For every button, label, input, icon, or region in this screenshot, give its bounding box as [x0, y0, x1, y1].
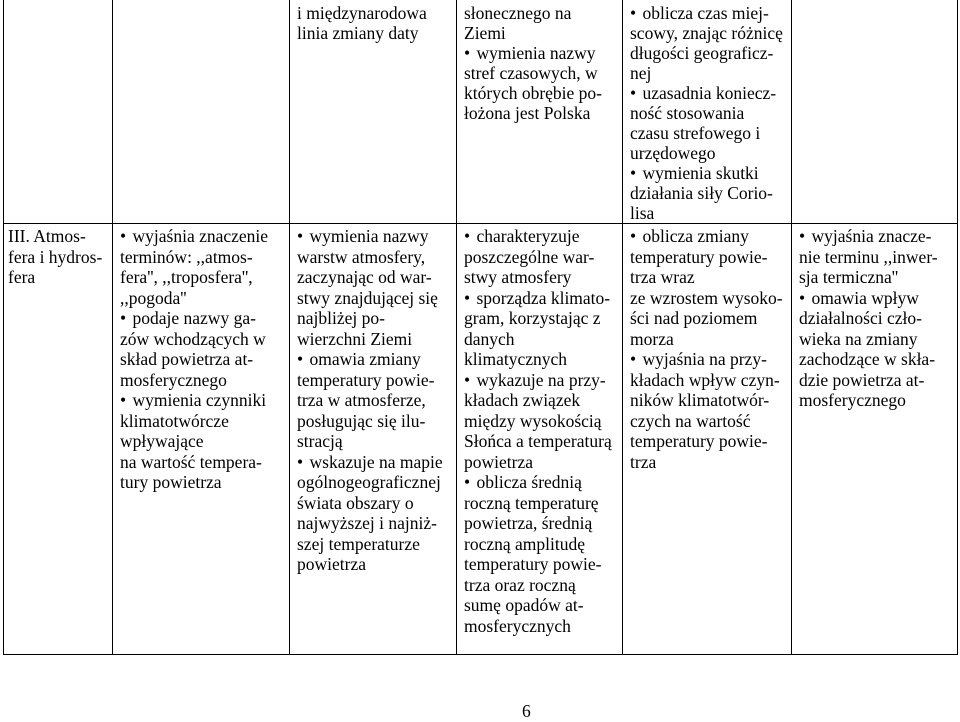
text-line	[464, 329, 619, 350]
text-line	[120, 349, 286, 370]
line-text: oblicza zmiany	[642, 226, 749, 246]
line-text: działalności czło-	[799, 308, 922, 328]
requirement-item	[297, 226, 453, 349]
line-text: morza	[630, 328, 674, 349]
text-line	[464, 370, 619, 391]
line-text: zaczynając od war-	[297, 267, 432, 287]
table-cell	[290, 224, 457, 655]
text-line	[297, 349, 453, 370]
text-line	[464, 267, 619, 288]
text-line	[630, 43, 788, 63]
line-text: i międzynarodowa	[297, 3, 427, 23]
text-line	[630, 431, 788, 452]
table-cell	[792, 0, 958, 224]
text-line	[464, 83, 619, 103]
text-line	[8, 226, 109, 247]
text-line	[630, 390, 788, 411]
text-line	[630, 370, 788, 391]
bullet-icon: •	[120, 308, 127, 328]
text-line	[464, 431, 619, 452]
text-line	[630, 267, 788, 288]
line-text: między wysokością	[464, 410, 602, 431]
line-text: ze wzrostem wysoko-	[630, 287, 783, 308]
line-text: wpływające	[120, 431, 204, 451]
line-text: urzędowego	[630, 143, 716, 163]
bullet-icon: •	[630, 163, 637, 183]
text-line	[630, 3, 788, 23]
text-line	[464, 616, 619, 637]
bullet-icon: •	[297, 226, 304, 246]
line-text: lisa	[630, 203, 655, 223]
bullet-icon: •	[630, 349, 637, 369]
requirement-item	[297, 349, 453, 452]
line-text: III. Atmos-	[8, 226, 86, 246]
text-line	[630, 411, 788, 432]
line-text: ,,pogoda''	[120, 287, 187, 308]
line-text: omawia zmiany	[309, 349, 421, 369]
text-line	[297, 493, 453, 514]
text-line	[297, 534, 453, 555]
text-line	[799, 267, 954, 288]
line-text: szej temperaturze	[297, 533, 420, 554]
table-cell	[623, 224, 792, 655]
text-line	[297, 3, 453, 23]
bullet-icon: •	[630, 83, 637, 103]
line-text: powietrza	[297, 554, 366, 574]
text-line	[120, 247, 286, 268]
line-text: trza	[630, 451, 657, 472]
text-line	[297, 23, 453, 43]
requirement-item	[120, 226, 286, 308]
line-text: Ziemi	[464, 23, 506, 43]
line-text: podaje nazwy ga-	[132, 308, 256, 328]
bullet-icon: •	[120, 226, 127, 246]
table-cell	[4, 0, 113, 224]
line-text: scowy, znając różnicę	[630, 23, 783, 43]
line-text: najwyższej i najniż-	[297, 513, 437, 533]
text-line	[464, 472, 619, 493]
text-line	[630, 203, 788, 223]
text-line	[799, 226, 954, 247]
text-line	[630, 123, 788, 143]
text-line	[630, 183, 788, 203]
requirement-item	[799, 226, 954, 288]
text-line	[464, 411, 619, 432]
line-text: wymienia nazwy	[476, 43, 596, 63]
requirement-item	[464, 370, 619, 473]
requirement-item	[630, 226, 788, 349]
text-line	[297, 226, 453, 247]
requirement-item	[120, 308, 286, 390]
line-text: temperatury powie-	[630, 246, 768, 267]
line-text: czasu strefowego i	[630, 123, 761, 143]
section-title-cell	[4, 224, 113, 655]
line-text: najbliżej po-	[297, 308, 385, 328]
text-line	[297, 472, 453, 493]
line-text: wyjaśnia znaczenie	[132, 226, 269, 246]
text-line	[297, 247, 453, 268]
line-text: działania siły Corio-	[630, 183, 773, 203]
line-text: klimatotwórcze	[120, 410, 229, 431]
text-line	[8, 267, 109, 288]
line-text: skład powietrza at-	[120, 349, 254, 369]
line-text: wierzchni Ziemi	[297, 328, 413, 349]
curriculum-table	[3, 0, 958, 655]
requirement-item	[464, 288, 619, 370]
text-line	[464, 513, 619, 534]
line-text: poszczególne war-	[464, 246, 595, 267]
line-text: mosferycznych	[464, 615, 571, 636]
line-text: temperatury powie-	[297, 369, 435, 390]
text-block	[8, 226, 109, 288]
text-line	[120, 226, 286, 247]
text-line	[799, 288, 954, 309]
text-line	[8, 247, 109, 268]
line-text: roczną temperaturę	[464, 492, 599, 513]
table-cell	[457, 224, 623, 655]
line-text: nie terminu ,,inwer-	[799, 246, 938, 267]
table-cell	[113, 0, 290, 224]
bullet-icon: •	[464, 226, 471, 246]
text-line	[297, 329, 453, 350]
text-line	[464, 226, 619, 247]
text-line	[297, 452, 453, 473]
line-text: wieka na zmiany	[799, 328, 918, 349]
text-line	[297, 431, 453, 452]
requirement-item	[799, 288, 954, 411]
text-line	[799, 390, 954, 411]
line-text: stref czasowych, w	[464, 63, 598, 83]
text-line	[464, 103, 619, 123]
line-text: temperatury powie-	[630, 431, 768, 451]
line-text: wyjaśnia na przy-	[642, 349, 767, 369]
line-text: trza wraz	[630, 267, 695, 287]
line-text: których obrębie po-	[464, 83, 603, 103]
bullet-icon: •	[464, 43, 471, 63]
text-line	[630, 452, 788, 473]
text-line	[630, 308, 788, 329]
line-text: wymienia nazwy	[309, 226, 429, 246]
text-line	[464, 288, 619, 309]
line-text: stracją	[297, 431, 343, 451]
bullet-icon: •	[297, 349, 304, 369]
text-line	[120, 329, 286, 350]
line-text: oblicza czas miej-	[642, 3, 769, 23]
line-text: łożona jest Polska	[464, 103, 591, 123]
line-text: temperatury powie-	[464, 554, 602, 574]
text-line	[464, 452, 619, 473]
text-line	[120, 370, 286, 391]
text-line	[630, 247, 788, 268]
line-text: Słońca a temperaturą	[464, 431, 612, 451]
bullet-icon: •	[297, 451, 304, 472]
text-line	[297, 267, 453, 288]
line-text: ogólnogeograficznej	[297, 472, 441, 492]
text-line	[120, 452, 286, 473]
line-text: na wartość tempera-	[120, 451, 262, 472]
text-line	[464, 595, 619, 616]
line-text: długości geograficz-	[630, 43, 774, 63]
line-text: sumę opadów at-	[464, 595, 584, 615]
line-text: kładach związek	[464, 390, 581, 410]
text-line	[630, 349, 788, 370]
line-text: ników klimatotwór-	[630, 390, 770, 410]
line-text: charakteryzuje	[476, 226, 580, 246]
line-text: stwy znajdującej się	[297, 287, 438, 308]
line-text: wymienia czynniki	[132, 390, 267, 410]
line-text: zów wchodzących w	[120, 328, 266, 349]
text-line	[464, 43, 619, 63]
line-text: ność stosowania	[630, 103, 745, 123]
text-line	[799, 308, 954, 329]
line-text: tury powietrza	[120, 472, 222, 492]
bullet-icon: •	[464, 369, 471, 390]
bullet-icon: •	[464, 472, 471, 492]
text-line	[297, 554, 453, 575]
text-line	[630, 288, 788, 309]
line-text: uzasadnia koniecz-	[642, 83, 777, 103]
line-text: wykazuje na przy-	[476, 369, 606, 390]
line-text: wyjaśnia znacze-	[811, 226, 932, 246]
line-text: warstw atmosfery,	[297, 246, 426, 267]
text-line	[120, 390, 286, 411]
text-line	[297, 370, 453, 391]
line-text: wskazuje na mapie	[309, 451, 443, 472]
text-line	[630, 23, 788, 43]
table-cell	[457, 0, 623, 224]
line-text: świata obszary o	[297, 492, 414, 513]
table-cell	[792, 224, 958, 655]
line-text: trza w atmosferze,	[297, 390, 426, 410]
line-text: kładach wpływ czyn-	[630, 369, 780, 390]
line-text: sja termiczna''	[799, 267, 899, 287]
text-line	[120, 411, 286, 432]
requirement-item	[297, 452, 453, 575]
requirement-item	[464, 472, 619, 636]
text-line	[464, 23, 619, 43]
line-text: roczną amplitudę	[464, 533, 585, 554]
line-text: zachodzące w skła-	[799, 349, 936, 369]
table-cell	[113, 224, 290, 655]
text-line	[464, 390, 619, 411]
text-line	[630, 143, 788, 163]
line-text: trza oraz roczną	[464, 574, 576, 595]
line-text: powietrza	[464, 451, 533, 472]
bullet-icon: •	[630, 3, 637, 23]
requirement-item	[120, 390, 286, 493]
line-text: terminów: ,,atmos-	[120, 246, 253, 267]
text-line	[464, 63, 619, 83]
text-line	[464, 534, 619, 555]
text-line	[799, 247, 954, 268]
table-cell	[623, 0, 792, 224]
text-line	[297, 513, 453, 534]
requirement-item	[630, 3, 788, 83]
text-block	[464, 3, 619, 43]
text-line	[799, 370, 954, 391]
text-line	[799, 349, 954, 370]
requirement-item	[630, 163, 788, 223]
page-number: 6	[522, 701, 531, 721]
line-text: dzie powietrza at-	[799, 369, 925, 390]
bullet-icon: •	[464, 287, 471, 308]
text-line	[297, 411, 453, 432]
text-line	[799, 329, 954, 350]
table-cell	[290, 0, 457, 224]
line-text: mosferycznego	[120, 369, 227, 390]
text-line	[630, 163, 788, 183]
bullet-icon: •	[799, 226, 806, 246]
text-line	[297, 390, 453, 411]
text-line	[630, 329, 788, 350]
line-text: słonecznego na	[464, 3, 572, 23]
bullet-icon: •	[799, 287, 806, 308]
line-text: sporządza klimato-	[476, 287, 611, 308]
line-text: mosferycznego	[799, 390, 906, 410]
line-text: danych	[464, 328, 515, 349]
line-text: posługując się ilu-	[297, 410, 426, 431]
bullet-icon: •	[120, 390, 127, 410]
text-line	[120, 472, 286, 493]
text-line	[630, 83, 788, 103]
text-line	[297, 308, 453, 329]
line-text: nej	[630, 63, 652, 83]
line-text: gram, korzystając z	[464, 308, 601, 328]
requirement-item	[464, 226, 619, 288]
requirement-item	[630, 349, 788, 472]
line-text: czych na wartość	[630, 410, 751, 431]
text-line	[120, 267, 286, 288]
line-text: klimatycznych	[464, 349, 568, 369]
line-text: ści nad poziomem	[630, 308, 758, 328]
line-text: wymienia skutki	[642, 163, 759, 183]
text-line	[120, 288, 286, 309]
line-text: fera	[8, 267, 36, 287]
line-text: fera i hydros-	[8, 246, 103, 267]
text-line	[464, 247, 619, 268]
text-line	[464, 308, 619, 329]
text-line	[630, 103, 788, 123]
line-text: omawia wpływ	[811, 287, 919, 308]
line-text: fera'', ,,troposfera'',	[120, 267, 253, 287]
text-line	[464, 349, 619, 370]
line-text: oblicza średnią	[476, 472, 582, 492]
requirement-item	[464, 43, 619, 123]
text-line	[120, 431, 286, 452]
text-line	[630, 63, 788, 83]
text-line	[464, 575, 619, 596]
text-line	[464, 493, 619, 514]
text-line	[120, 308, 286, 329]
text-line	[297, 288, 453, 309]
text-line	[464, 554, 619, 575]
text-line	[630, 226, 788, 247]
line-text: stwy atmosfery	[464, 267, 572, 287]
requirement-item	[630, 83, 788, 163]
bullet-icon: •	[630, 226, 637, 246]
text-block	[297, 3, 453, 43]
line-text: powietrza, średnią	[464, 513, 593, 533]
text-line	[464, 3, 619, 23]
line-text: linia zmiany daty	[297, 23, 419, 43]
